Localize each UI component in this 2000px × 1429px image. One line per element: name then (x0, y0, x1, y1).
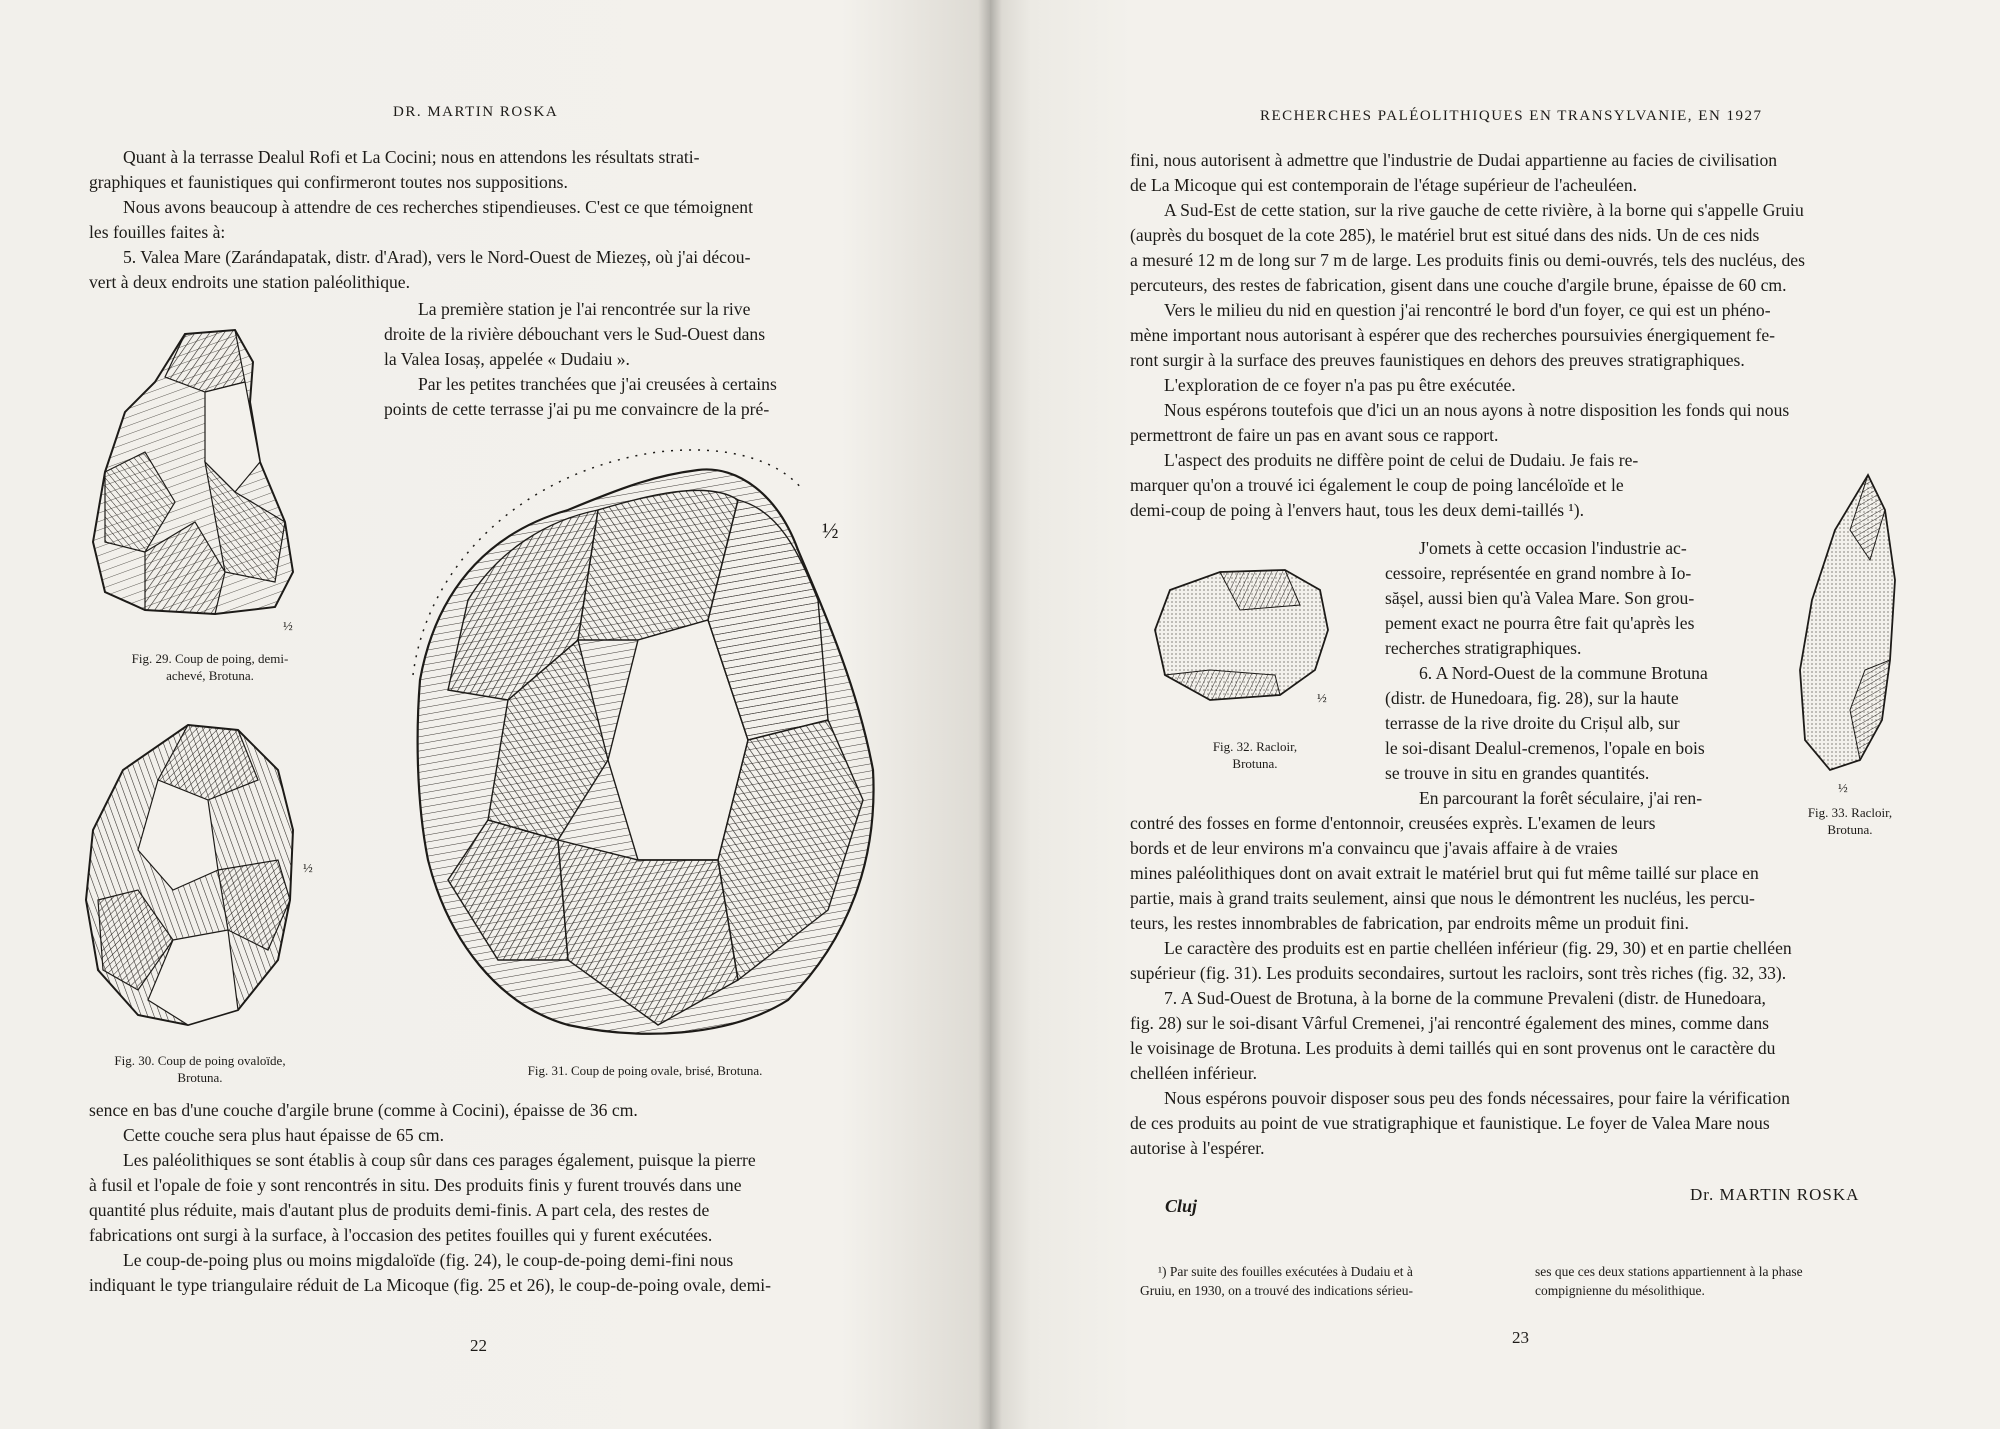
text-line: le voisinage de Brotuna. Les produits à demi taillés qui en sont provenus ont le caractère du (1130, 1038, 1776, 1058)
footnote-line: Gruiu, en 1930, on a trouvé des indications sérieu- (1140, 1283, 1413, 1298)
text-line: partie, mais à grand traits seulement, ainsi que nous le démontrent les nucléus, les percu- (1130, 888, 1755, 908)
figure-31-drawing (408, 440, 883, 1040)
text-line: autorise à l'espérer. (1130, 1138, 1265, 1158)
text-line: de La Micoque qui est contemporain de l'étage supérieur de l'acheuléen. (1130, 175, 1638, 195)
text-line: bords et de leur environs m'a convaincu que j'avais affaire à de vraies (1130, 838, 1618, 858)
text-line: (auprès du bosquet de la cote 285), le matériel brut est situé dans des nids. Un de ces nids (1130, 225, 1760, 245)
caption-line: Fig. 29. Coup de poing, demi- (131, 651, 289, 666)
caption-line: Fig. 32. Racloir, (1212, 739, 1298, 754)
text-line: se trouve in situ en grandes quantités. (1385, 763, 1650, 783)
text-line: Le coup-de-poing plus ou moins migdaloïde (fig. 24), le coup-de-poing demi-fini nous (123, 1250, 734, 1270)
text-line: sence en bas d'une couche d'argile brune (comme à Cocini), épaisse de 36 cm. (89, 1100, 638, 1120)
text-line: graphiques et faunistiques qui confirmeront toutes nos suppositions. (89, 172, 568, 192)
scale-mark: ½ (1838, 780, 1848, 795)
text-line: Quant à la terrasse Dealul Rofi et La Cocini; nous en attendons les résultats strati- (123, 147, 700, 167)
text-line: J'omets à cette occasion l'industrie ac- (1419, 538, 1687, 558)
text-line: cessoire, représentée en grand nombre à Io- (1385, 563, 1692, 583)
text-line: permettront de faire un pas en avant sous ce rapport. (1130, 425, 1499, 445)
right-top-text (1130, 148, 1919, 448)
left-page (0, 0, 990, 1429)
running-head: RECHERCHES PALÉOLITHIQUES EN TRANSYLVANIE, EN 1927 (1260, 108, 1763, 124)
figure-30-caption (80, 1052, 320, 1086)
text-line: la Valea Iosaș, appelée « Dudaiu ». (384, 349, 630, 369)
text-line: mène important nous autorisant à espérer que des recherches poursuivies énergiquement fe- (1130, 325, 1776, 345)
text-line: indiquant le type triangulaire réduit de La Micoque (fig. 25 et 26), le coup-de-poing ovale, demi- (89, 1275, 772, 1295)
caption-line: Fig. 33. Racloir, (1807, 805, 1893, 820)
footnote-column-2 (1535, 1262, 1915, 1300)
caption-line: Fig. 30. Coup de poing ovaloïde, (114, 1053, 286, 1068)
right-narrow-text (1385, 536, 1770, 811)
page-number: 22 (470, 1336, 487, 1355)
text-line: le soi-disant Dealul-cremenos, l'opale en bois (1385, 738, 1705, 758)
caption-line: achevé, Brotuna. (166, 668, 254, 683)
footnote-line: compignienne du mésolithique. (1535, 1283, 1705, 1298)
figure-32-caption (1190, 738, 1320, 772)
text-line: à fusil et l'opale de foie y sont rencontrés in situ. Des produits finis y furent trouvés dans une (89, 1175, 742, 1195)
text-line: Nous avons beaucoup à attendre de ces recherches stipendieuses. C'est ce que témoignent (123, 197, 753, 217)
caption-line: Brotuna. (1232, 756, 1278, 771)
text-line: recherches stratigraphiques. (1385, 638, 1582, 658)
text-line: supérieur (fig. 31). Les produits secondaires, surtout les racloirs, sont très riches (fig. 32, 33). (1130, 963, 1787, 983)
scale-mark: ½ (303, 860, 313, 875)
text-line: Nous espérons toutefois que d'ici un an nous ayons à notre disposition les fonds qui nous (1164, 400, 1790, 420)
text-line: demi-coup de poing à l'envers haut, tous les deux demi-taillés ¹). (1130, 500, 1585, 520)
caption-line: Brotuna. (1827, 822, 1873, 837)
text-line: Les paléolithiques se sont établis à coup sûr dans ces parages également, puisque la pierre (123, 1150, 756, 1170)
text-line: droite de la rivière débouchant vers le Sud-Ouest dans (384, 324, 766, 344)
page-number: 23 (1512, 1328, 1529, 1347)
figure-30-drawing (78, 720, 308, 1030)
text-line: pement exact ne pourra être fait qu'après les (1385, 613, 1695, 633)
figure-32-drawing (1150, 560, 1335, 710)
caption-line: Brotuna. (177, 1070, 223, 1085)
text-line: Vers le milieu du nid en question j'ai rencontré le bord d'un foyer, ce qui est un phéno- (1164, 300, 1771, 320)
text-line: quantité plus réduite, mais d'autant plus de produits demi-finis. A part cela, des restes de (89, 1200, 710, 1220)
scale-mark: ½ (283, 618, 293, 633)
text-line: percuteurs, des restes de fabrication, gisent dans une couche d'argile brune, épaisse de 60 cm. (1130, 275, 1787, 295)
text-line: En parcourant la forêt séculaire, j'ai ren- (1419, 788, 1703, 808)
right-mid-text (1130, 448, 1770, 523)
right-bottom-text (1130, 811, 1919, 1161)
text-line: vert à deux endroits une station paléolithique. (89, 272, 411, 292)
text-line: sășel, aussi bien qu'à Valea Mare. Son grou- (1385, 588, 1695, 608)
footnote-column-1 (1140, 1262, 1515, 1300)
footnote-line: ¹) Par suite des fouilles exécutées à Dudaiu et à (1158, 1264, 1413, 1279)
text-line: L'aspect des produits ne diffère point de celui de Dudaiu. Je fais re- (1164, 450, 1639, 470)
text-line: points de cette terrasse j'ai pu me convaincre de la pré- (384, 399, 770, 419)
scale-mark: ½ (1317, 690, 1327, 705)
text-line: les fouilles faites à: (89, 222, 226, 242)
left-narrow-text (384, 297, 878, 422)
place-name: Cluj (1165, 1196, 1198, 1216)
text-line: fini, nous autorisent à admettre que l'industrie de Dudai appartienne au facies de civilisation (1130, 150, 1778, 170)
text-line: Le caractère des produits est en partie chelléen inférieur (fig. 29, 30) et en partie chelléen (1164, 938, 1792, 958)
text-line: marquer qu'on a trouvé ici également le coup de poing lancéloïde et le (1130, 475, 1624, 495)
text-line: Par les petites tranchées que j'ai creusées à certains (418, 374, 777, 394)
text-line: 5. Valea Mare (Zarándapatak, distr. d'Arad), vers le Nord-Ouest de Miezeș, où j'ai décou- (123, 247, 751, 267)
running-head: DR. MARTIN ROSKA (393, 104, 559, 120)
text-line: a mesuré 12 m de long sur 7 m de large. Les produits finis ou demi-ouvrés, tels des nucléus, des (1130, 250, 1805, 270)
text-line: L'exploration de ce foyer n'a pas pu être exécutée. (1164, 375, 1516, 395)
text-line: chelléen inférieur. (1130, 1063, 1257, 1083)
text-line: fabrications ont surgi à la surface, à l'occasion des petites fouilles qui y furent exécutées. (89, 1225, 713, 1245)
footnote-line: ses que ces deux stations appartiennent à la phase (1535, 1264, 1803, 1279)
figure-31-caption: Fig. 31. Coup de poing ovale, brisé, Brotuna. (527, 1063, 763, 1078)
text-line: A Sud-Est de cette station, sur la rive gauche de cette rivière, à la borne qui s'appelle Gruiu (1164, 200, 1804, 220)
right-page (990, 0, 2000, 1429)
signature: Dr. MARTIN ROSKA (1690, 1185, 1860, 1204)
figure-33-drawing (1790, 470, 1910, 780)
text-line: Nous espérons pouvoir disposer sous peu des fonds nécessaires, pour faire la vérification (1164, 1088, 1790, 1108)
left-bottom-text (89, 1098, 878, 1298)
text-line: 6. A Nord-Ouest de la commune Brotuna (1419, 663, 1708, 683)
text-line: terrasse de la rive droite du Crișul alb, sur (1385, 713, 1680, 733)
text-line: mines paléolithiques dont on avait extrait le matériel brut qui fut même taillé sur place en (1130, 863, 1759, 883)
scale-mark: ½ (822, 518, 839, 543)
text-line: teurs, les restes innombrables de fabrication, par endroits même un produit fini. (1130, 913, 1689, 933)
text-line: ront surgir à la surface des preuves faunistiques en dehors des preuves stratigraphiques. (1130, 350, 1745, 370)
text-line: (distr. de Hunedoara, fig. 28), sur la haute (1385, 688, 1679, 708)
left-top-text (89, 145, 878, 295)
text-line: de ces produits au point de vue stratigraphique et faunistique. Le foyer de Valea Mare nous (1130, 1113, 1770, 1133)
text-line: Cette couche sera plus haut épaisse de 65 cm. (123, 1125, 444, 1145)
book-gutter (978, 0, 1002, 1429)
text-line: 7. A Sud-Ouest de Brotuna, à la borne de la commune Prevaleni (distr. de Hunedoara, (1164, 988, 1766, 1008)
text-line: contré des fosses en forme d'entonnoir, creusées exprès. L'examen de leurs (1130, 813, 1656, 833)
text-line: La première station je l'ai rencontrée sur la rive (418, 299, 751, 319)
figure-29-drawing (85, 322, 310, 622)
text-line: fig. 28) sur le soi-disant Vârful Cremenei, j'ai rencontré également des mines, comme dans (1130, 1013, 1769, 1033)
figure-29-caption (90, 650, 330, 684)
